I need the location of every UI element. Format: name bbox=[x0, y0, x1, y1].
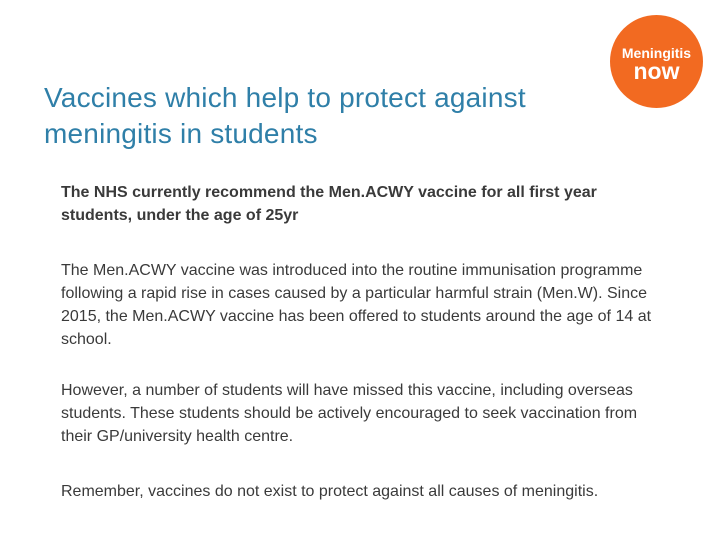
logo-text-line1: Meningitis bbox=[621, 45, 692, 61]
logo-text-line2: now bbox=[633, 58, 680, 84]
meningitis-now-logo bbox=[610, 15, 703, 108]
lead-paragraph: The NHS currently recommend the Men.ACWY vaccine for all first year students, under the age of 25yr bbox=[61, 184, 597, 224]
body-paragraph: However, a number of students will have missed this vaccine, including overseas students. These students should be actively encouraged to seek vaccination from their GP/university health centre. bbox=[61, 382, 638, 445]
slide-body bbox=[61, 181, 661, 503]
body-paragraph: The Men.ACWY vaccine was introduced into the routine immunisation programme following a rapid rise in cases caused by a particular harmful strain (Men.W). Since 2015, the Men.ACWY vaccine has been offered to students around the age of 14 at school. bbox=[61, 262, 652, 348]
body-paragraph: Remember, vaccines do not exist to protect against all causes of meningitis. bbox=[61, 483, 599, 500]
slide-title: Vaccines which help to protect against meningitis in students bbox=[44, 82, 526, 149]
